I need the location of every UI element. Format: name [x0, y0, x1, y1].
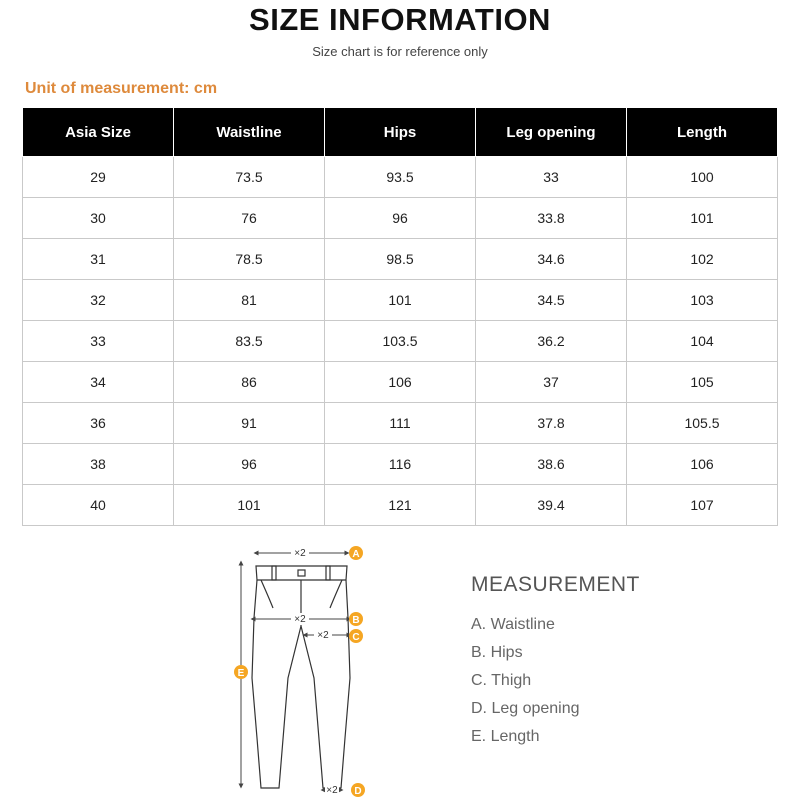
table-cell: 31 — [23, 239, 174, 280]
table-cell: 104 — [627, 321, 778, 362]
multiplier-label: ×2 — [317, 630, 329, 641]
table-row — [23, 485, 778, 526]
table-row — [23, 321, 778, 362]
measurement-lines — [241, 553, 349, 790]
table-cell: 101 — [174, 485, 325, 526]
table-row — [23, 362, 778, 403]
svg-text:A: A — [352, 549, 360, 560]
table-cell: 101 — [325, 280, 476, 321]
table-body — [23, 157, 778, 526]
multiplier-label: ×2 — [326, 785, 338, 796]
column-header: Leg opening — [476, 108, 627, 157]
table-cell: 32 — [23, 280, 174, 321]
table-cell: 103.5 — [325, 321, 476, 362]
table-cell: 38.6 — [476, 444, 627, 485]
svg-text:C: C — [352, 632, 360, 643]
multiplier-label: ×2 — [294, 614, 306, 625]
table-cell: 91 — [174, 403, 325, 444]
measurement-legend — [471, 615, 580, 755]
marker-d — [351, 783, 365, 797]
table-cell: 96 — [325, 198, 476, 239]
legend-item: A. Waistline — [471, 616, 555, 633]
table-cell: 111 — [325, 403, 476, 444]
table-cell: 93.5 — [325, 157, 476, 198]
table-cell: 96 — [174, 444, 325, 485]
table-cell: 121 — [325, 485, 476, 526]
table-cell: 76 — [174, 198, 325, 239]
table-cell: 116 — [325, 444, 476, 485]
table-cell: 37 — [476, 362, 627, 403]
table-row — [23, 239, 778, 280]
table-cell: 78.5 — [174, 239, 325, 280]
unit-label: Unit of measurement: cm — [25, 80, 218, 97]
table-cell: 106 — [627, 444, 778, 485]
table-cell: 83.5 — [174, 321, 325, 362]
table-cell: 34.6 — [476, 239, 627, 280]
table-cell: 34.5 — [476, 280, 627, 321]
table-cell: 81 — [174, 280, 325, 321]
page-subtitle: Size chart is for reference only — [312, 44, 488, 59]
table-row — [23, 403, 778, 444]
table-cell: 36.2 — [476, 321, 627, 362]
svg-text:B: B — [352, 615, 360, 626]
table-cell: 34 — [23, 362, 174, 403]
column-header: Asia Size — [23, 108, 174, 157]
table-cell: 36 — [23, 403, 174, 444]
table-row — [23, 157, 778, 198]
multiplier-label: ×2 — [294, 548, 306, 559]
table-cell: 39.4 — [476, 485, 627, 526]
column-header: Length — [627, 108, 778, 157]
marker-b — [349, 612, 363, 626]
pants-outline — [252, 566, 350, 788]
legend-item: B. Hips — [471, 644, 523, 661]
table-cell: 33.8 — [476, 198, 627, 239]
table-row — [23, 280, 778, 321]
size-table — [22, 107, 778, 526]
table-cell: 29 — [23, 157, 174, 198]
marker-c — [349, 629, 363, 643]
legend-item: C. Thigh — [471, 672, 532, 689]
svg-text:D: D — [354, 786, 362, 797]
table-cell: 40 — [23, 485, 174, 526]
table-cell: 105 — [627, 362, 778, 403]
table-cell: 86 — [174, 362, 325, 403]
table-cell: 33 — [23, 321, 174, 362]
marker-e — [234, 665, 248, 679]
page-title: SIZE INFORMATION — [249, 2, 551, 37]
column-header: Hips — [325, 108, 476, 157]
table-cell: 103 — [627, 280, 778, 321]
multiplier-labels — [291, 547, 339, 796]
table-cell: 73.5 — [174, 157, 325, 198]
legend-item: D. Leg opening — [471, 700, 580, 717]
table-cell: 101 — [627, 198, 778, 239]
table-cell: 38 — [23, 444, 174, 485]
measurement-title: MEASUREMENT — [471, 573, 640, 596]
table-cell: 106 — [325, 362, 476, 403]
table-cell: 37.8 — [476, 403, 627, 444]
marker-a — [349, 546, 363, 560]
pants-measurement-diagram — [225, 538, 375, 800]
table-cell: 102 — [627, 239, 778, 280]
svg-text:E: E — [237, 668, 245, 679]
table-cell: 107 — [627, 485, 778, 526]
table-cell: 30 — [23, 198, 174, 239]
column-header: Waistline — [174, 108, 325, 157]
table-cell: 100 — [627, 157, 778, 198]
table-cell: 98.5 — [325, 239, 476, 280]
table-row — [23, 198, 778, 239]
table-row — [23, 444, 778, 485]
legend-item: E. Length — [471, 728, 540, 745]
table-cell: 105.5 — [627, 403, 778, 444]
table-cell: 33 — [476, 157, 627, 198]
table-header-row — [23, 108, 778, 157]
